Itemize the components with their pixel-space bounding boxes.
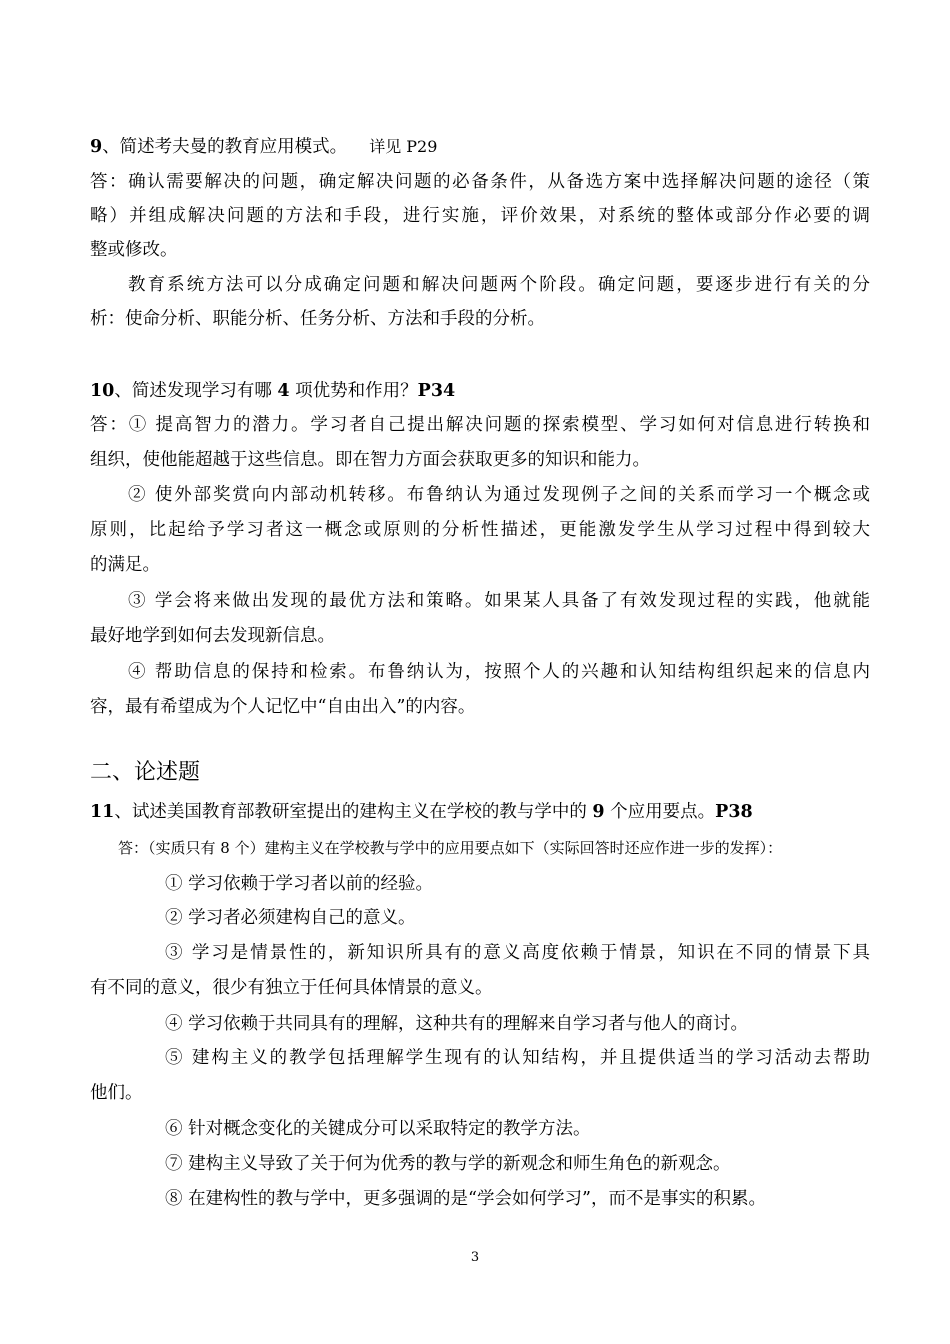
q11-heading xyxy=(90,800,870,824)
q11-answer-line: ⑦ 建构主义导致了关于何为优秀的教与学的新观念和师生角色的新观念。 xyxy=(165,1154,731,1174)
q9-heading xyxy=(90,135,870,159)
q10-page-ref: P34 xyxy=(417,381,456,401)
q10-title-a: 、简述发现学习有哪 xyxy=(114,381,278,401)
q10-title-count: 4 xyxy=(277,381,290,401)
q10-answer-line: 容，最有希望成为个人记忆中“自由出入”的内容。 xyxy=(90,697,476,717)
q11-answer-line: ⑤ 建构主义的教学包括理解学生现有的认知结构，并且提供适当的学习活动去帮助 xyxy=(165,1048,870,1068)
q11-answer-line: ⑧ 在建构性的教与学中，更多强调的是“学会如何学习”，而不是事实的积累。 xyxy=(165,1189,766,1209)
q9-title: 、简述考夫曼的教育应用模式。 xyxy=(102,137,348,157)
q10-answer-line: 组织，使他能超越于这些信息。即在智力方面会获取更多的知识和能力。 xyxy=(90,450,650,470)
q10-answer-line: 原则，比起给予学习者这一概念或原则的分析性描述，更能激发学生从学习过程中得到较大 xyxy=(90,520,870,540)
q9-page-ref: 详见 P29 xyxy=(369,137,438,156)
q11-number: 11 xyxy=(90,802,115,822)
q10-number: 10 xyxy=(90,381,115,401)
q9-answer-line: 整或修改。 xyxy=(90,240,178,260)
q9-answer-line: 答：确认需要解决的问题，确定解决问题的必备条件，从备选方案中选择解决问题的途径（策 xyxy=(90,172,870,192)
q11-answer-line: ② 学习者必须建构自己的意义。 xyxy=(165,908,416,928)
q9-number: 9 xyxy=(90,137,103,157)
page-number: 3 xyxy=(470,1250,480,1265)
q11-answer-line: ① 学习依赖于学习者以前的经验。 xyxy=(165,874,434,894)
q10-answer-line: ② 使外部奖赏向内部动机转移。布鲁纳认为通过发现例子之间的关系而学习一个概念或 xyxy=(128,485,870,505)
section-heading: 二、论述题 xyxy=(90,760,201,785)
q10-answer-line: ④ 帮助信息的保持和检索。布鲁纳认为，按照个人的兴趣和认知结构组织起来的信息内 xyxy=(128,662,870,682)
q11-answer-line: 有不同的意义，很少有独立于任何具体情景的意义。 xyxy=(90,978,493,998)
q10-answer-line: 的满足。 xyxy=(90,555,160,575)
q11-answer-line: ④ 学习依赖于共同具有的理解，这种共有的理解来自学习者与他人的商讨。 xyxy=(165,1014,749,1034)
q11-answer-line: ③ 学习是情景性的，新知识所具有的意义高度依赖于情景，知识在不同的情景下具 xyxy=(165,943,870,963)
q11-title-b: 个应用要点。 xyxy=(604,802,716,822)
q10-heading xyxy=(90,379,870,403)
q9-answer-line: 析：使命分析、职能分析、任务分析、方法和手段的分析。 xyxy=(90,309,545,329)
q11-page-ref: P38 xyxy=(715,802,753,822)
q11-answer-line: ⑥ 针对概念变化的关键成分可以采取特定的教学方法。 xyxy=(165,1119,591,1139)
q11-answer-line: 他们。 xyxy=(90,1083,143,1103)
q10-answer-line: 答：① 提高智力的潜力。学习者自己提出解决问题的探索模型、学习如何对信息进行转换和 xyxy=(90,415,870,435)
q10-title-b: 项优势和作用？ xyxy=(289,381,418,401)
q11-title-count: 9 xyxy=(592,802,605,822)
q10-answer-line: ③ 学会将来做出发现的最优方法和策略。如果某人具备了有效发现过程的实践，他就能 xyxy=(128,591,870,611)
q11-intro: 答：（实质只有 8 个）建构主义在学校教与学中的应用要点如下（实际回答时还应作进一步的发挥）： xyxy=(118,839,783,857)
q10-answer-line: 最好地学到如何去发现新信息。 xyxy=(90,626,335,646)
q9-answer-line: 略）并组成解决问题的方法和手段，进行实施，评价效果，对系统的整体或部分作必要的调 xyxy=(90,206,870,226)
q9-answer-line: 教育系统方法可以分成确定问题和解决问题两个阶段。确定问题，要逐步进行有关的分 xyxy=(128,275,870,295)
q11-title-a: 、试述美国教育部教研室提出的建构主义在学校的教与学中的 xyxy=(114,802,593,822)
